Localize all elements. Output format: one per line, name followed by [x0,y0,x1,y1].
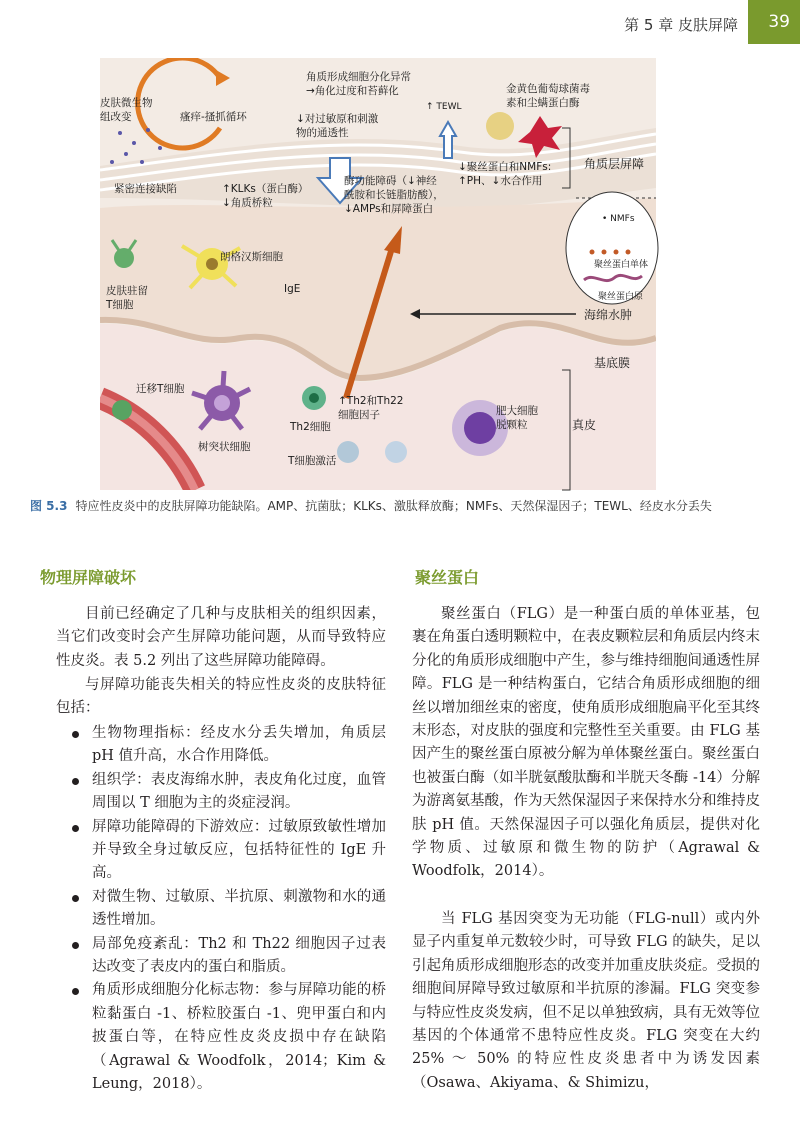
label-spongiosis: 海绵水肿 [584,308,633,322]
figure-number: 图 5.3 [30,499,68,513]
label-tewl: ↑ TEWL [426,102,462,112]
label-nmf: ↓聚丝蛋白和NMFs: ↑PH、↓水合作用 [458,161,552,187]
label-ige: IgE [284,283,301,295]
label-migrating-t: 迁移T细胞 [136,383,185,395]
list-item-text: 屏障功能障碍的下游效应：过敏原致敏性增加并导致全身过敏反应，包括特征性的 IgE 升高。 [92,818,386,882]
label-t-activation: T细胞激活 [288,455,337,467]
label-basement-membrane: 基底膜 [594,356,631,370]
label-dermis: 真皮 [572,418,597,432]
list-item-text: 角质形成细胞分化标志物：参与屏障功能的桥粒黏蛋白 -1、桥粒胶蛋白 -1、兜甲蛋白和内披蛋白等，在特应性皮炎皮损中存在缺陷（Agrawal & Woodfolk，2014；Kim & Leung，2018）。 [92,982,386,1093]
bullet-dot [72,988,79,995]
list-item [70,816,386,886]
label-dendritic: 树突状细胞 [198,441,251,453]
right-paragraph-1: 聚丝蛋白（FLG）是一种蛋白质的单体亚基，包裹在角蛋白透明颗粒中，在表皮颗粒层和角质层内终末分化的角质形成细胞中产生，参与维持细胞间通透性屏障。FLG 是一种结构蛋白，它结合角质形成细胞的细丝以增加细丝束的密度，使角质形成细胞扁平化至其终末形态，对皮肤的强度和完整性至关重要。由 FLG 基因产生的聚丝蛋白原被分解为单体聚丝蛋白。聚丝蛋白也被蛋白酶（如半胱氨酸肽酶和半胱天冬酶 -14）分解为游离氨基酸，作为天然保湿因子来保持水分和维持皮肤 pH 值。天然保湿因子可以强化角质层，提供对化学物质、过敏原和微生物的防护（Agrawal & Woodfolk，2014）。 [412,606,760,880]
label-mast: 肥大细胞 脱颗粒 [496,405,538,431]
bullet-dot [72,778,79,785]
label-itch-cycle: 瘙痒-搔抓循环 [180,111,247,123]
left-paragraph-1: 目前已经确定了几种与皮肤相关的组织因素，当它们改变时会产生屏障功能问题，从而导致特应性皮炎。表 5.2 列出了这些屏障功能障碍。 [56,606,386,669]
label-stratum-barrier: 角质层屏障 [584,157,645,171]
section-title-physical-barrier: 物理屏障破坏 [40,568,137,587]
page-header [0,0,800,44]
spongiosis-arrow [408,304,578,324]
barrier-feature-list [70,722,386,1097]
label-tight-junction: 紧密连接缺陷 [114,183,177,195]
list-item [70,769,386,816]
chapter-title: 第 5 章 皮肤屏障 [624,16,738,34]
bullet-dot [72,895,79,902]
figure-caption [30,497,770,515]
bullet-dot [72,731,79,738]
section-title-filaggrin: 聚丝蛋白 [415,568,480,587]
list-item [70,979,386,1096]
caption-text: 特应性皮炎中的皮肤屏障功能缺陷。AMP、抗菌肽；KLKs、激肽释放酶；NMFs、天然保湿因子；TEWL、经皮水分丢失 [75,499,712,513]
label-differentiation: 角质形成细胞分化异常 →角化过度和苔藓化 [306,71,411,97]
right-paragraph-2: 当 FLG 基因突变为无功能（FLG-null）或内外显子内重复单元数较少时，可导致 FLG 的缺失，足以引起角质形成细胞形态的改变并加重皮肤炎症。受损的细胞间屏障导致过敏原和半抗原的渗漏。FLG 突变参与特应性皮炎发病，但不足以单独致病，具有无效等位基因的个体通常不患特应性皮炎。FLG 突变在大约 25% ～ 50% 的特应性皮炎患者中为诱发因素（Osawa、Akiyama、& Shimizu， [412,911,760,1091]
zoom-label-profilaggrin: 聚丝蛋白原 [598,292,644,302]
label-microbiome: 皮肤微生物 组改变 [100,97,153,123]
label-langerhans: 朗格汉斯细胞 [220,251,283,263]
list-item [70,933,386,980]
label-enzyme: 酶功能障碍（↓神经 酰胺和长链脂肪酸）， ↓AMPs和屏障蛋白 [344,175,444,215]
bullet-dot [72,825,79,832]
list-item-text: 局部免疫紊乱：Th2 和 Th22 细胞因子过表达改变了表皮内的蛋白和脂质。 [92,935,386,976]
list-item-text: 对微生物、过敏原、半抗原、刺激物和水的通透性增加。 [92,888,386,929]
label-permeability: ↓对过敏原和刺激 物的通透性 [296,113,379,139]
list-item-text: 生物物理指标：经皮水分丢失增加，角质层 pH 值升高，水合作用降低。 [92,725,386,765]
left-paragraph-2: 与屏障功能丧失相关的特应性皮炎的皮肤特征包括： [56,677,386,717]
zoom-label-nmfs: • NMFs [602,214,635,224]
list-item [70,722,386,769]
bullet-dot [72,942,79,949]
zoom-label-filaggrin-monomer: 聚丝蛋白单体 [594,260,649,270]
label-resident-t: 皮肤驻留 T细胞 [106,285,148,311]
label-th2-cytokine: ↑Th2和Th22 细胞因子 [338,395,404,421]
list-item-text: 组织学：表皮海绵水肿，表皮角化过度，血管周围以 T 细胞为主的炎症浸润。 [92,771,386,812]
label-klk: ↑KLKs（蛋白酶） ↓角质桥粒 [222,183,309,209]
list-item [70,886,386,933]
page-number: 39 [768,12,790,32]
page-number-box [748,0,800,44]
label-staph: 金黄色葡萄球菌毒 素和尘螨蛋白酶 [506,83,590,109]
label-th2-cell: Th2细胞 [290,421,331,433]
